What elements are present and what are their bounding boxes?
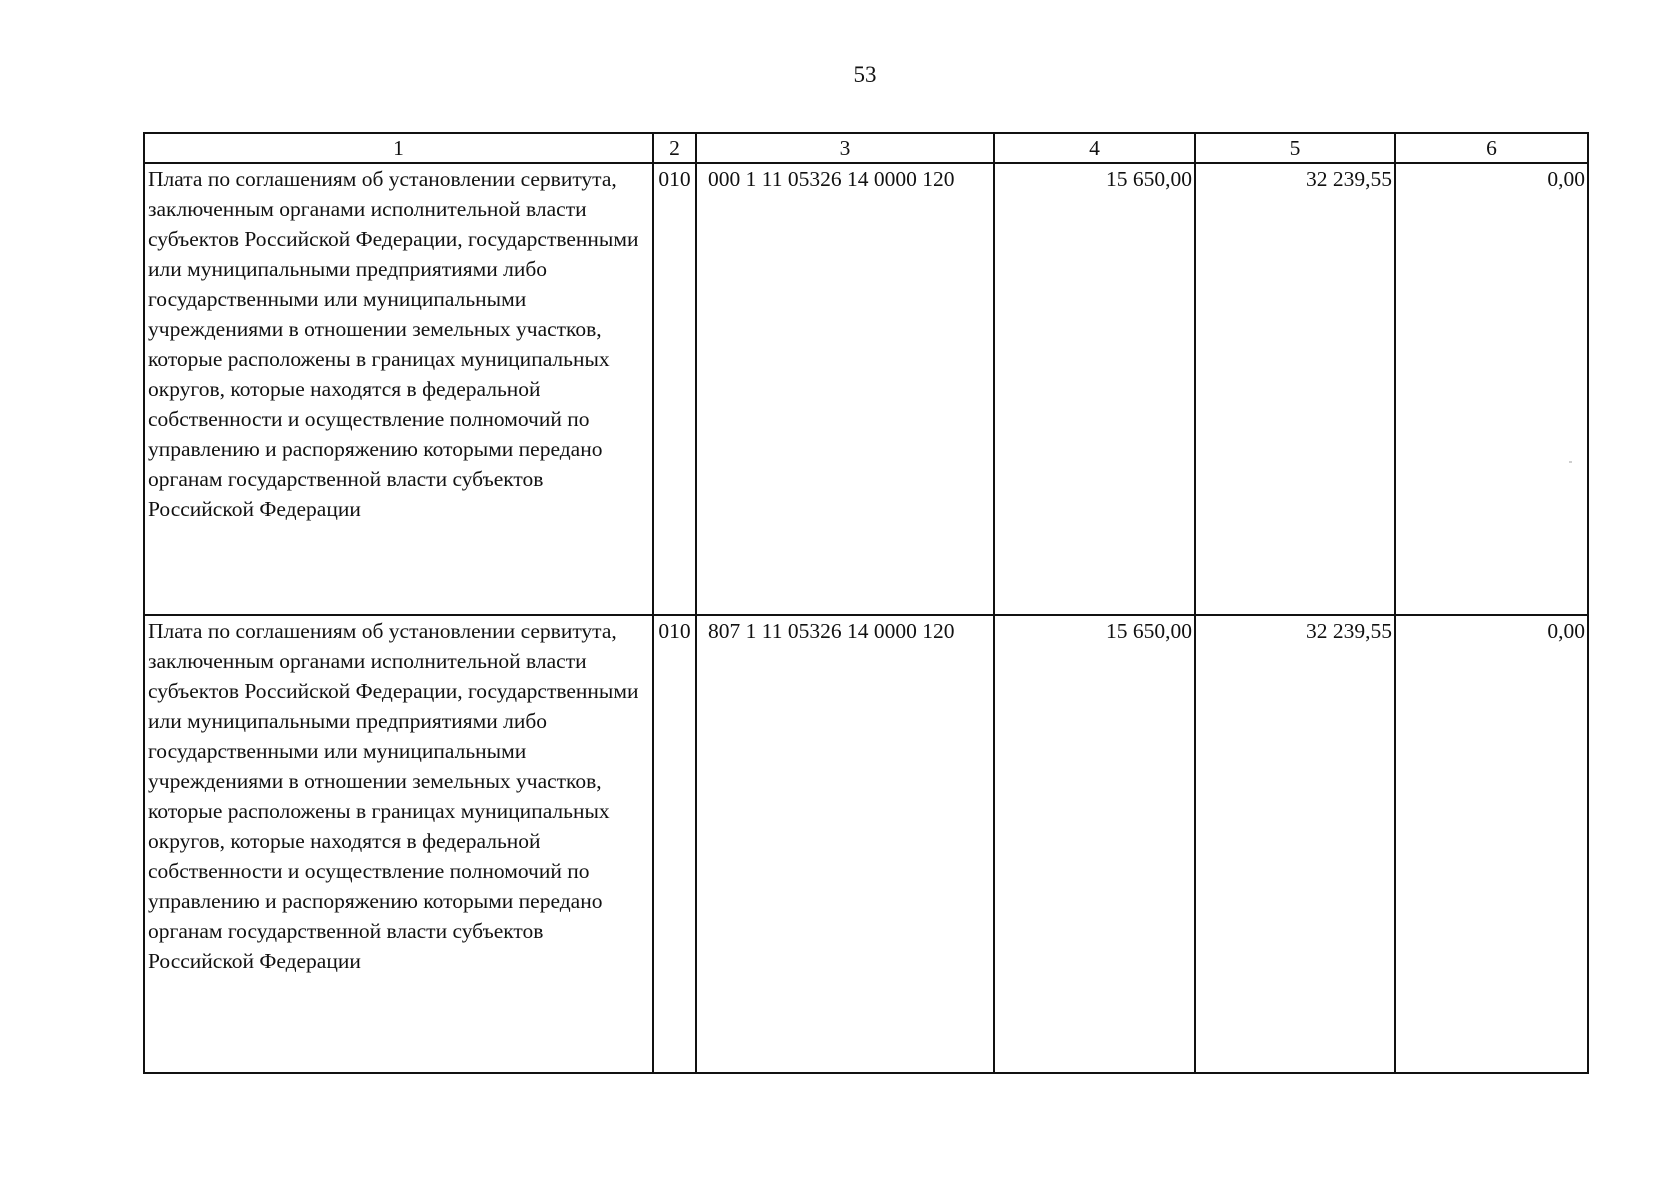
budget-classification-code-cell: 000 1 11 05326 14 0000 120 [696, 163, 994, 615]
revenue-name-cell: Плата по соглашениям об установлении сервитута, заключенным органами исполнительной власти субъектов Российской Федерации, государственными или муниципальными предприятиями либо государственными или муниципальными учреждениями в отношении земельных участков, которые расположены в границах муниципальных округов, которые находятся в федеральной собственности и осуществление полномочий по управлению и распоряжению которыми передано органам государственной власти субъектов Российской Федерации [144, 163, 653, 615]
table-header-row [144, 133, 1588, 163]
column-header-1: 1 [144, 133, 653, 163]
budget-table [143, 132, 1589, 1074]
scan-speck [1569, 461, 1572, 463]
column-header-3: 3 [696, 133, 994, 163]
column-6-value-cell: 0,00 [1395, 163, 1588, 615]
column-5-value-cell: 32 239,55 [1195, 163, 1395, 615]
column-4-value-cell: 15 650,00 [994, 163, 1195, 615]
table-row [144, 615, 1588, 1073]
revenue-name-cell: Плата по соглашениям об установлении сервитута, заключенным органами исполнительной власти субъектов Российской Федерации, государственными или муниципальными предприятиями либо государственными или муниципальными учреждениями в отношении земельных участков, которые расположены в границах муниципальных округов, которые находятся в федеральной собственности и осуществление полномочий по управлению и распоряжению которыми передано органам государственной власти субъектов Российской Федерации [144, 615, 653, 1073]
table-row [144, 163, 1588, 615]
line-code-cell: 010 [653, 163, 696, 615]
column-header-4: 4 [994, 133, 1195, 163]
line-code-cell: 010 [653, 615, 696, 1073]
column-6-value-cell: 0,00 [1395, 615, 1588, 1073]
column-header-6: 6 [1395, 133, 1588, 163]
budget-classification-code-cell: 807 1 11 05326 14 0000 120 [696, 615, 994, 1073]
column-5-value-cell: 32 239,55 [1195, 615, 1395, 1073]
column-header-5: 5 [1195, 133, 1395, 163]
column-4-value-cell: 15 650,00 [994, 615, 1195, 1073]
page-number: 53 [853, 62, 877, 87]
column-header-2: 2 [653, 133, 696, 163]
